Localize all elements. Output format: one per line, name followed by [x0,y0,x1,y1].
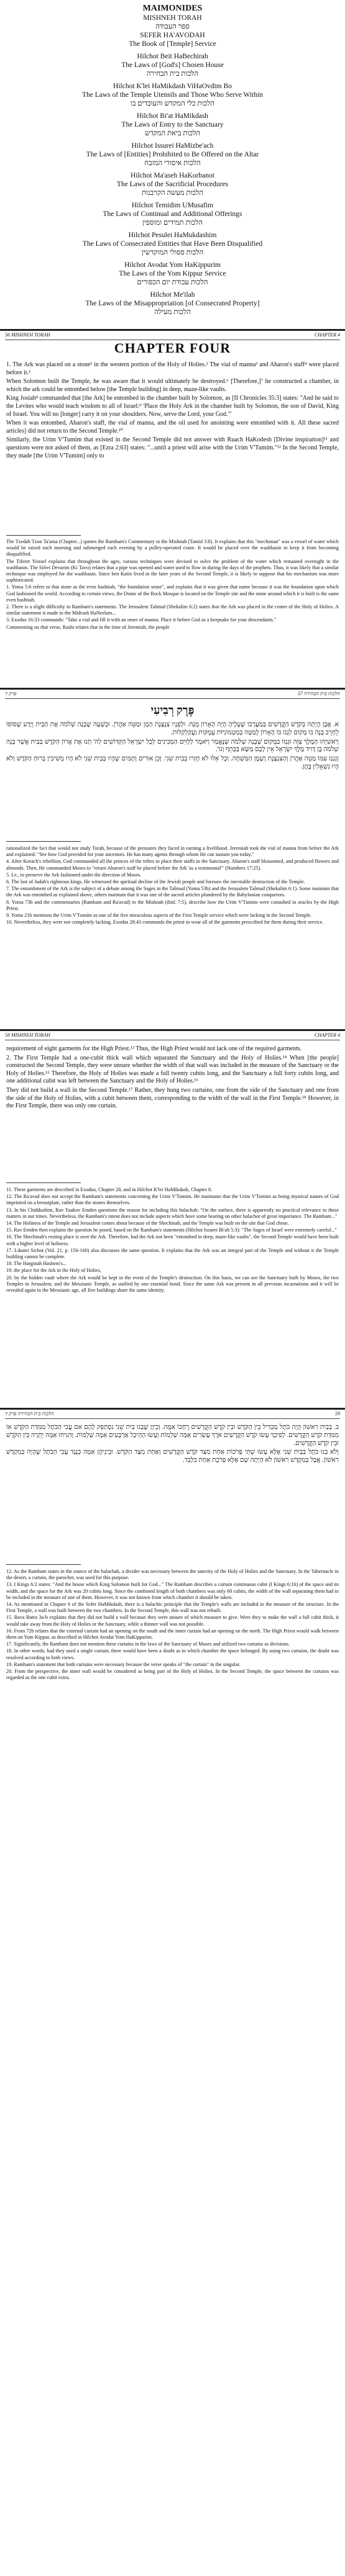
title-line: The Laws of Entry to the Sanctuary [121,121,224,128]
footnote: 12. As the Rambam states in the source of the halachah, a divider was necessary between the sanctity of the Holy of Holies and the Sanctuary. In the Tabernacle in the desert, a curtain, the parochet, was used for this purpose. [6,1569,339,1581]
footnote: 9. Yoma 21b mentions the Urim V'Tumim as one of the five miraculous aspects of the First Temple service which were lacking in the Second Temple. [6,912,312,919]
title-hebrew-line: הלכות עבודת יום הכפורים [137,279,208,286]
title-line: Hilchot Pesulei HaMukdashim [128,232,217,239]
paragraph: King Josiah⁸ commanded that [the Ark] be entombed in the chamber built by Solomon, as [II Chronicles 35:3] states: "And he said to the Levites who would teach wisdom to all of Israel:⁹ 'Place the Holy Ark in the chamber built by Solomon, the son of David, King of Israel. You will no [longer] carry it on your shoulders. Now, serve the Lord, your God.'" [6,395,339,418]
footnote: 16. The Shechinah's resting place is over the Ark. Therefore, had the Ark not been "entombed in deep, maze-like vaults", the Second Temple would have been built with a higher level of holiness. [6,1234,339,1246]
footnote: 3. Exodus 16:33 commands: "Take a vial and fill it with an omer of manna. Place it before God as a keepsake for your descendants." [6,617,277,623]
footnote: The Tzedah Tzon Ta'ama (Chapter...) quotes the Rambam's Commentary to the Mishnah (Tamid 3:8). It explains that this "mechonan" was a vessel of water which would be raised each morning and submerged each evening by a pulley-operated crane. It would be placed over the washbasin to keep it from becoming disqualified. [6,539,339,557]
footnote: 18. The Harginah Hashem's... [6,1261,67,1267]
title-hebrew-line: הלכות איסורי המזבח [144,160,201,167]
paragraph: requirement of eight garments for the High Priest.¹³ Thus, the High Priest would not lack one of the required garments. [6,1045,302,1052]
footnote: 2. There is a slight difficulty in Rambam's statements. The Jerusalem Talmud (Shekalim 6:2) states that the Ark was placed in the center of the Holy of Holies. A similar statement is made in the Midrash HaNeelam... [6,604,339,616]
title-line: The Laws of the Temple Utensils and Those Who Serve Within [81,91,264,99]
header-left: 56 MISHNEH TORAH [5,332,50,338]
paragraph: 1. The Ark was placed on a stone¹ in the western portion of the Holy of Holies.² The vial of manna³ and Aharon's staff⁴ were placed before it.⁵ [6,361,339,376]
title-hebrew-line: הלכות מעילה [154,308,191,316]
title-line: Hilchot Me'ilah [150,291,195,299]
footnote: 8. Yoma 73b and the commentaries (Rambam and Ra'avad) to the Mishnah (ibid. 7:5), describe how the Urim V'Tumim were consulted in oracles by the High Priest. [6,899,339,911]
title-hebrew-line: הלכות מעשה הקרבנות [141,189,204,197]
title-hebrew-line: הלכות כלי המקדש והעובדים בו [130,100,215,107]
english-body [6,361,339,461]
footnote: 15. Rav Emden then explains the question he posed, based on the Rambam's statements (Hilchot Issurei Bi'ah 5:3): "The Sages of Israel were extremely careful..." [6,1227,337,1233]
paragraph: They did not build a wall in the Second Temple.¹⁷ Rather, they hung two curtains, one from the side of the Sanctuary and one from the side of the Holy of Holies, with a cubit between them, corresponding to the width of the wall in the First Temple.¹⁸ However, in the First Temple, there was only one curtain. [6,1086,339,1110]
footnote: 19. Rambam's statement that both curtains were necessary because the verse speaks of "the curtain" in the singular. [6,1661,241,1667]
footnote: 17. Likutei Sichot (Vol. 21, p. 156-160) also discusses the same question. It explains that the Ark was an integral part of the Temple and without it the Temple building cannot be complete. [6,1247,339,1260]
footnote: 19. the place for the Ark in the Holy of Holies, [6,1268,101,1274]
footnote: 12. The Ra'avad does not accept the Rambam's statements concerning the Urim V'Tumim. He maintains that the Urim V'Tumim as being mystical names of God imprinted on a breastplate, rather than the stones themselves. [6,1194,339,1206]
running-header [5,1411,340,1419]
title-hebrew-line: הלכות תמידים ומוספין [142,219,203,227]
running-header [5,1032,340,1040]
hebrew-paragraph: וְנִגְנַז עִמּוֹ מַטֵּה אַהֲרֹן וְהַצִּנְצֶנֶת וְשֶׁמֶן הַמִּשְׁחָה. וְכָל אֵלּוּ לֹא חָזְרוּ בְּבַיִת שֵׁנִי. וְכֵן אוּרִים וְתֻמִּים שֶׁהָיוּ בְּבַיִת שֵׁנִי לֹא הָיוּ מְשִׁיבִין בְּרוּחַ הַקֹּדֶשׁ וְלֹא הָיוּ נִשְׁאָלִין בָּהֶן. [6,755,339,770]
footnote-rule [6,841,81,842]
footnote: 14. The Holiness of the Temple and Jerusalem comes about because of the Shechinah, and the Temple was built on the site that God chose. [6,1220,289,1227]
footnote: 20. From the perspective, the inner wall would be considered as being part of the Holy of Holies. In the Second Temple, the space between the curtains was regarded as the one cubit extra. [6,1669,339,1681]
page-divider [0,329,345,331]
footnote: 13. In his Chiddushim, Rav Yaakov Emden questions the reason for including this halachah: "On the surface, there is apparently no practical relevance to these matters in our times. Nevertheless, the Rambam's intent does not include aspects which have some bearing on other halachot of great importance. The Rambam..." [6,1207,339,1219]
title-line: Hilchot Ma'aseh HaKorbanot [131,172,214,179]
title-hebrew-line: ספר העבודה [155,23,190,30]
footnote: rationalized the fact that would not study Torah, because of the pressures they faced in earning a livelihood. Jeremiah took the vial of manna from before the Ark and explained: "See how God provided for your ancestors. He has many agents through whom He can sustain you today." [6,845,339,858]
title-line: Hilchot Issurei HaMizbe'ach [131,142,214,150]
footnote: 13. I Kings 6:2 states: "And the house which King Solomon built for God..." The Rambam describes a curtain continuous cubit (I Kings 6:16) of the space and its width, and the space for the Ark was 20 cubits long. Since the combined length of both chambers was only 60 cubits, the width of the wall separating them had to be included in the measure of one of them. However, it was not known from which chamber it should be taken. [6,1582,339,1600]
title-line: The Laws of the Yom Kippur Service [119,270,226,277]
footnotes [6,845,339,926]
hebrew-paragraph: ב. בְּבַיִת רִאשׁוֹן הָיָה כֹּתֶל מַבְדִּיל בֵּין הַקֹּדֶשׁ וּבֵין קֹדֶשׁ הַקֳּדָשִׁים רָחְבּוֹ אַמָּה. וְכֵיוָן שֶׁבָּנוּ בַּיִת שֵׁנִי נִסְתַּפֵּק לָהֶם אִם עֳבִי הַכֹּתֶל מִמִּדַּת הַקֹּדֶשׁ אוֹ מִמִּדַּת קֹדֶשׁ הַקֳּדָשִׁים. לְפִיכָךְ עָשׂוּ קֹדֶשׁ הַקֳּדָשִׁים אֹרֶךְ עֶשְׂרִים אַמָּה שְׁלֵמוֹת וְעָשׂוּ הַהֵיכָל אַרְבָּעִים אַמָּה שְׁלֵמוֹת. וְהִנִּיחוּ אַמָּה יְתֵרָה בֵּין הַקֹּדֶשׁ וּבֵין קֹדֶשׁ הַקֳּדָשִׁים. [6,1424,339,1447]
header-right: CHAPTER 4 [314,332,340,338]
header-left: פרק ד [5,691,17,696]
title-line: Hilchot K'lei HaMikdash ViHaOvdim Bo [113,83,232,90]
footnote: 14. As mentioned in Chapter 6 of the Sefer HaMikdash, there is a halachic principle that the Temple's walls are included in the measure of the structure. In the First Temple, a wall was built between the two chambers. In the Second Temple, this wall was not rebuilt. [6,1601,339,1614]
header-left: הלכות בית הבחירה פרק ד [5,1411,54,1416]
running-header [5,691,340,699]
hebrew-body [6,721,339,773]
running-header [5,332,340,340]
paragraph: 2. The First Temple had a one-cubit thick wall which separated the Sanctuary and the Holy of Holies.¹⁴ When [the people] constructed the Second Temple, they were unsure whether the width of that wall was included in the measure of the Sanctuary or the Holy of Holies.¹⁵ Therefore, the Holy of Holies was made a full twenty cubits long, and the Sanctuary a full forty cubits long, and one additional cubit was left between the Sanctuary and the Holy of Holies.¹⁶ [6,1054,339,1085]
footnote: 5. I.e., to preserve the Ark fashioned under the direction of Moses. [6,871,142,878]
title-line: Hilchot Temidim UMusafim [131,202,214,209]
footnote: 4. After Korach's rebellion, God commanded all the princes of the tribes to place their staffs in the Sanctuary. Aharon's staff blossomed, and produced flowers and almonds. Then, He commanded Moses to "return Aharon's staff be placed before the Ark 'as a testimonial'" (Numbers 17:25). [6,858,339,871]
paragraph: When it was entombed, Aharon's staff, the vial of manna, and the oil used for anointing were entombed with it. All these sacred articles] did not return to the Second Temple.¹⁰ [6,420,339,435]
footnote: 6. The last of Judah's righteous kings. He witnessed the spiritual decline of the Jewish people and foresaw the inevitable destruction of the Temple. [6,879,305,885]
title-line: Hilchot Avodat Yom HaKippurim [124,261,221,269]
footnote: 17. Significantly, the Rambam does not mention these curtains in the laws of the Sanctuary of Moses and utilized two curtains as divisions. [6,1641,290,1647]
title-line: The Laws of Continual and Additional Offerings [103,210,242,218]
title-line: SEFER HA'AVODAH [140,32,205,39]
page-divider [0,1408,345,1410]
title-hebrew-line: הלכות ביאת המקדש [144,130,201,137]
footnote: 11. These garments are described in Exodus, Chapter 28, and in Hilchot K'lei HaMikdash, Chapter 8. [6,1187,213,1192]
title-hebrew-line: הלכות בית הבחירה [146,70,199,78]
paragraph: When Solomon built the Temple, he was aware that it would ultimately be destroyed.⁶ [Therefore,]⁷ he constructed a chamber, in which the ark could be entombed below [the Temple building] in deep, maze-like vaults. [6,378,339,393]
title-line: The Laws of Consecrated Entities that Have Been Disqualified [82,240,263,248]
footnote: 7. The entombment of the Ark is the subject of a debate among the Sages in the Talmud (Yoma 53b) and the Jerusalem Talmud (Shekalim 6:1). Some maintain that the Ark was entombed as explained above, others maintain that it was one of the sacred articles plundered by the Babylonian conquerors. [6,886,339,898]
title-line: MISHNEH TORAH [143,14,202,22]
title-line: MAIMONIDES [142,4,203,13]
footnote: 16. From 72b relates that the external curtain had an opening on the south and the inner curtain had an opening on the north. The High Priest would walk between them on Yom Kippur, as described in Hilchot Avodat Yom HaKippurim. [6,1628,339,1641]
page-divider [0,1029,345,1031]
title-line: The Laws of the Sacrificial Procedures [116,181,229,188]
title-line: Hilchot Bi'at HaMikdash [136,112,209,120]
header-right: 59 [335,1411,340,1416]
footnote-rule [6,1182,81,1183]
header-left: 58 MISHNEH TORAH [5,1032,50,1038]
footnote: The Tiferet Yisrael explains that throughout the ages, various techniques were devised to solve the problem of the water which remained overnight in the washbasin. The Sifrei Devarim (Ki Tavo) relates that a pipe was opened and water used to flow in during the days of the prophets. Thus, it was likely that a similar technique was employed for the washbasin. Since ben Katin lived in the later years of the Second Temple, it is likely to suppose that his mechanism was more sophisticated. [6,558,339,583]
title-hebrew-line: הלכות פסולי המוקדשין [141,249,204,256]
footnote: 15. Bava Batra 3a-b explains that they did not build a wall because they were unsure of which measure to give. Were they to make the wall a full cubit thick, it would take away from the Holy of Holies or the Sanctuary, while a thinner wall was not possible. [6,1615,339,1627]
footnote: 1. Yoma 5:6 refers to that stone as the even hashtiah, "the foundation stone", and explains that it was given that name because it was the foundation upon which God fashioned the world. According to certain views, the Dome of the Rock Mosque is located on the Temple site and the stone around which it is built is the same even hashtiah. [6,584,339,603]
footnote: 20. by the hidden vault where the Ark would be kept in the event of the Temple's destruction. On this basis, we can see the Sanctuary built by Moses, the two Temples in Jerusalem, and the Messianic Temple, as unified by one essential bond. Since the same Ark was present in all previous incarnations and it will be revealed again in the Messianic age, all five buildings share the same identity. [6,1274,339,1294]
english-body [6,1045,339,1112]
header-right: CHAPTER 4 [314,1032,340,1038]
title-line: The Book of [Temple] Service [129,40,216,48]
hebrew-paragraph: וְיֹאשִׁיָּהוּ הַמֶּלֶךְ צִוָּה וּגְנָזוֹ בַּמָּקוֹם שֶׁבָּנָה שְׁלֹמֹה שֶׁנֶּאֱמַר וַיֹּאמֶר לַלְוִיִּם הַמְּבִינִים לְכָל יִשְׂרָאֵל הַקְּדוֹשִׁים לַה' תְּנוּ אֶת אֲרוֹן הַקֹּדֶשׁ בַּבַּיִת אֲשֶׁר בָּנָה שְׁלֹמֹה בֶן דָּוִיד מֶלֶךְ יִשְׂרָאֵל אֵין לָכֶם מַשָּׂא בַּכָּתֵף וְגוֹ'. [6,738,339,754]
footnotes [6,1569,339,1682]
title-line: Hilchot Beit HaBechirah [137,53,208,60]
chapter-title: CHAPTER FOUR [114,340,231,356]
footnote-rule [6,535,81,536]
title-line: The Laws of [Entities] Prohibited to Be Offered on the Altar [86,151,259,158]
header-right: הלכות בית הבחירה 57 [297,691,340,696]
page-divider [0,688,345,690]
paragraph: Similarly, the Urim V'Tumim that existed in the Second Temple did not answer with Ruach HaKodesh [Divine inspiration]¹¹ and questions were not asked of them, as [Ezra 2:63] states: "...until a priest will arise with the Urim V'Tumim."¹² In the Second Temple, they made [the Urim V'Tumim] only to [6,436,339,459]
footnote-rule [6,1564,81,1565]
title-line: The Laws of the Misappropriation [of Consecrated Property] [85,300,260,307]
hebrew-body [6,1424,339,1466]
title-line: The Laws of [God's] Chosen House [121,61,224,69]
footnote: 10. Nevertheless, they were not completely lacking. Exodus 28:43 commands the priest to wear all of the garments prescribed for them during their service. [6,919,324,925]
hebrew-paragraph: א. אֶבֶן הָיְתָה בְּקֹדֶשׁ הַקֳּדָשִׁים בְּמַעֲרָבוֹ שֶׁעָלֶיהָ הָיָה הָאָרוֹן מֻנָּח. וּלְפָנָיו צִנְצֶנֶת הַמָּן וּמַטֵּה אַהֲרֹן. וּבְשָׁעָה שֶׁבָּנָה שְׁלֹמֹה אֶת הַבַּיִת וְיָדַע שֶׁסּוֹפוֹ לֵחָרֵב בָּנָה בּוֹ מָקוֹם לִגְנֹז בּוֹ הָאָרוֹן לְמַטָּה בְּמַטְמוֹנִיּוֹת עֲמֻקּוֹת וַעֲקַלְקַלּוֹת. [6,721,339,736]
title-page [0,0,345,329]
hebrew-paragraph: וְלֹא בָּנוּ כֹּתֶל בְּבַיִת שֵׁנִי אֶלָּא עָשׂוּ שְׁתֵּי פָּרֹכוֹת אַחַת מִצַּד קֹדֶשׁ הַקֳּדָשִׁים וְאַחַת מִצַּד הַקֹּדֶשׁ. וּבֵינֵיהֶן אַמָּה כְּנֶגֶד עֳבִי הַכֹּתֶל שֶׁהָיָה בְּמִקְדָּשׁ רִאשׁוֹן. אֲבָל בְּמִקְדָּשׁ רִאשׁוֹן לֹא הָיְתָה שָׁם אֶלָּא פָּרֹכֶת אַחַת בִּלְבַד. [6,1449,339,1464]
footnotes [6,1187,339,1294]
hebrew-chapter-title: פֶּרֶק רְבִיעִי [150,704,195,716]
footnote: Commenting on that verse, Rashi relates that in the time of Jeremiah, the people [6,624,170,630]
footnotes [6,539,339,631]
footnote: 18. In other words, had they used a single curtain, there would have been a doubt as to which chamber the space belonged. By using two curtains, the doubt was resolved according to both views. [6,1648,339,1660]
